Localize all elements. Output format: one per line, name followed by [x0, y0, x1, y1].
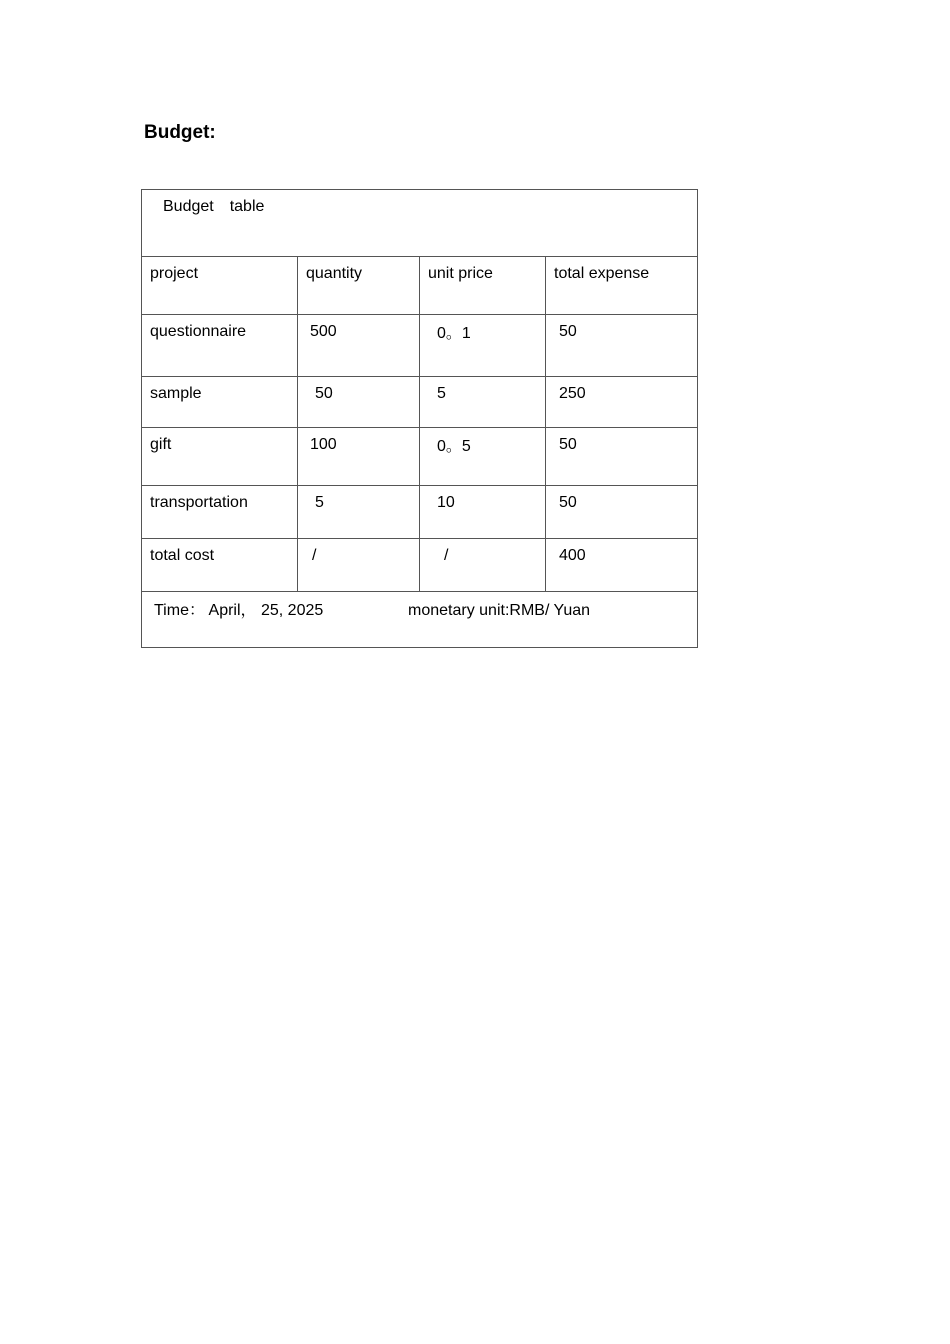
cell-project: total cost — [142, 539, 298, 592]
cell-project: questionnaire — [142, 315, 298, 377]
table-row — [142, 486, 698, 539]
cell-quantity: 500 — [298, 315, 420, 377]
budget-table — [141, 189, 698, 648]
cell-total-expense: 50 — [546, 428, 698, 486]
table-footer — [142, 592, 698, 648]
header-total-expense: total expense — [546, 257, 698, 315]
header-quantity: quantity — [298, 257, 420, 315]
cell-unit-price: 0。5 — [420, 428, 546, 486]
cell-total-expense: 400 — [546, 539, 698, 592]
table-title — [142, 190, 698, 257]
footer-time: Time： April， 25, 2025 — [154, 602, 324, 619]
table-row — [142, 377, 698, 428]
cell-quantity: 50 — [298, 377, 420, 428]
cell-quantity: 5 — [298, 486, 420, 539]
cell-total-expense: 50 — [546, 486, 698, 539]
page-heading: Budget: — [144, 122, 216, 143]
header-project: project — [142, 257, 298, 315]
table-footer-row — [142, 592, 698, 648]
table-header-row — [142, 257, 698, 315]
table-title-row — [142, 190, 698, 257]
table-row — [142, 428, 698, 486]
footer-monetary-unit: monetary unit:RMB/ Yuan — [408, 602, 591, 619]
cell-project: transportation — [142, 486, 298, 539]
table-row — [142, 539, 698, 592]
cell-total-expense: 250 — [546, 377, 698, 428]
cell-unit-price: 5 — [420, 377, 546, 428]
table-title-text: Budget table — [163, 198, 265, 215]
cell-unit-price: 10 — [420, 486, 546, 539]
cell-quantity: / — [298, 539, 420, 592]
cell-unit-price: / — [420, 539, 546, 592]
header-unit-price: unit price — [420, 257, 546, 315]
cell-total-expense: 50 — [546, 315, 698, 377]
cell-project: sample — [142, 377, 298, 428]
table-row — [142, 315, 698, 377]
cell-quantity: 100 — [298, 428, 420, 486]
cell-project: gift — [142, 428, 298, 486]
cell-unit-price: 0。1 — [420, 315, 546, 377]
